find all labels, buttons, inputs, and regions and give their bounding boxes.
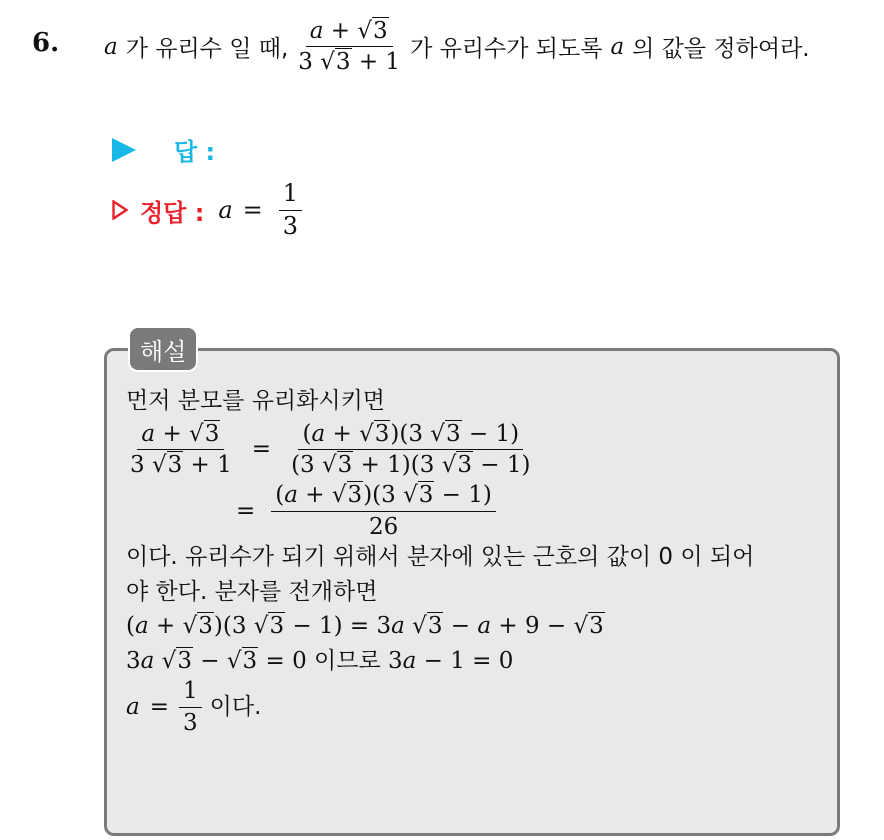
- outline-triangle-icon: [112, 200, 128, 220]
- solution-eq-1: $\frac{a + √3}{3 √3 + 1}$ = $\frac{(a + √3)(3 √3 - 1)}{(3 √3 + 1)(3 √3 - 1)}$: [130, 420, 531, 478]
- solution-iminro: 이므로: [314, 647, 381, 674]
- question-fraction: $\frac{a + √3}{3 √3 + 1}$: [298, 18, 401, 76]
- solution-expansion: (a + √3)(3 √3 − 1) = 3a √3 − a + 9 − √3: [126, 613, 604, 640]
- solution-eq-2: = $\frac{(a + √3)(3 √3 - 1)}{26}$: [226, 482, 754, 540]
- solution-tag: 해설: [128, 326, 198, 372]
- solution-line-5: 야 한다. 분자를 전개하면: [126, 578, 378, 605]
- solution-line-4: 이다. 유리수가 되기 위해서 분자에 있는 근호의 값이 0 이 되어: [126, 544, 755, 571]
- answer-label: 답 :: [174, 138, 216, 166]
- question-number: 6.: [32, 28, 60, 58]
- solution-line-1: 먼저 분모를 유리화시키면: [126, 388, 386, 414]
- question-text-before: 가 유리수 일 때,: [125, 36, 289, 63]
- correct-answer-var: a: [218, 196, 233, 225]
- solution-ida: 이다.: [209, 693, 262, 720]
- correct-answer-label: 정답 :: [140, 198, 205, 227]
- var-a: a: [104, 33, 118, 60]
- question-text: [104, 18, 810, 76]
- solution-result: a = $\frac{1}{3}$ 이다.: [126, 678, 262, 736]
- question-text-end: 의 값을 정하여라.: [632, 36, 810, 63]
- solution-condition: 3a √3 − √3 = 0 이므로 3a − 1 = 0: [126, 644, 754, 679]
- question-text-after: 가 유리수가 되도록: [410, 36, 603, 63]
- play-triangle-icon: [112, 138, 136, 162]
- correct-answer-row: 정답 : a = $\frac{1}{3}$: [112, 180, 308, 240]
- correct-answer-value: $\frac{1}{3}$: [279, 180, 302, 240]
- answer-row: [112, 132, 215, 167]
- solution-content: [126, 384, 754, 736]
- var-a-2: a: [610, 33, 625, 60]
